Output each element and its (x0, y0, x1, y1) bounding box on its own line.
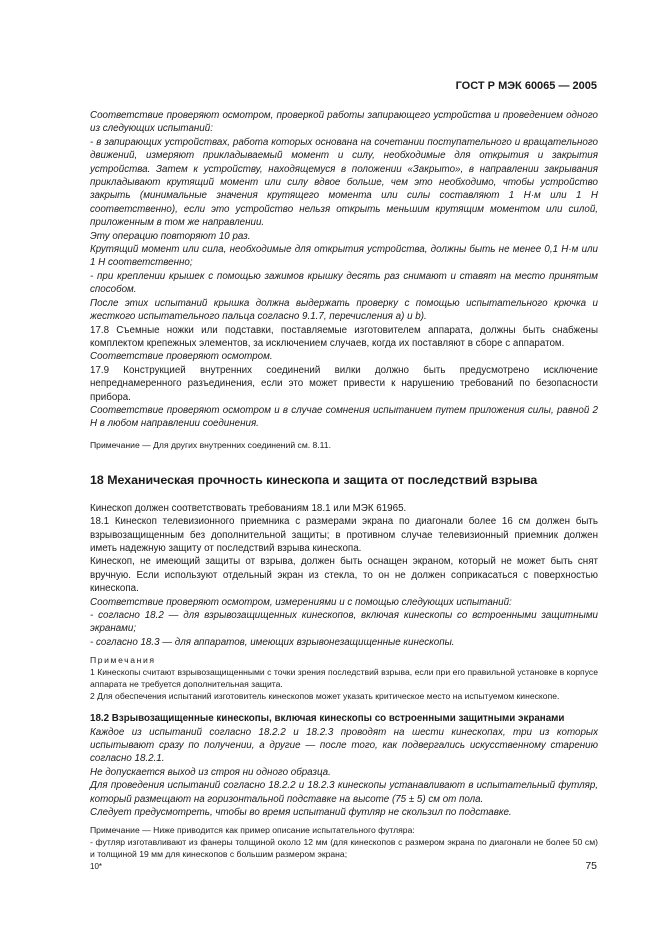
paragraph: Соответствие проверяют осмотром. (90, 351, 273, 363)
paragraph: - согласно 18.2 — для взрывозащищенных кинескопов, включая кинескопы со встроенными защитными экранами; (90, 610, 598, 635)
note: 2 Для обеспечения испытаний изготовитель кинескопов может указать критическое место на испытуемом кинескопе. (90, 691, 560, 702)
paragraph: Каждое из испытаний согласно 18.2.2 и 18.2.3 проводят на шести кинескопах, три из которых испытывают сразу по получении, а другие — после того, как подвергались искусственному старению согласно 18.2.1. (90, 726, 598, 765)
paragraph: Для проведения испытаний согласно 18.2.2 и 18.2.3 кинескопы устанавливают в испытательный футляр, который размещают на горизонтальной подставке на высоте (75 ± 5) см от пола. (90, 780, 598, 805)
paragraph: Соответствие проверяют осмотром, измерениями и с помощью следующих испытаний: (90, 596, 512, 608)
paragraph: 17.8 Съемные ножки или подставки, поставляемые изготовителем аппарата, должны быть снабжены комплектом крепежных элементов, за исключением случаев, когда их поставляют в сборе с аппаратом. (90, 324, 598, 349)
standard-header: ГОСТ Р МЭК 60065 — 2005 (455, 80, 597, 92)
notes-title: Примечания (90, 655, 156, 666)
paragraph: 17.9 Конструкцией внутренних соединений вилки должно быть предусмотрено исключение непреднамеренного разъединения, если это может привести к нарушению требований по безопасности прибора. (90, 364, 598, 403)
document-body (90, 109, 598, 860)
footer-mark: 10* (90, 862, 103, 871)
paragraph: 18.1 Кинескоп телевизионного приемника с размерами экрана по диагонали более 16 см должен быть взрывозащищенным без дополнительной защиты; в противном случае телевизионный приемник должен иметь надежную защиту от последствий взрыва кинескопа. (90, 516, 598, 554)
paragraph: - в запирающих устройствах, работа которых основана на сочетании поступательного и вращательного движений, измеряют прикладываемый момент и силу, необходимые для открытия и закрытия устройства. Затем к устройству, находящемуся в положении «Закрыто», в направлении закрывания прикладывают крутящий момент или силу вдвое больше, чем это необходимо, чтобы устройство закрыть (минимальные значения крутящего момента или силы составляют 1 Н·м или 1 Н соответственно), если это устройство нельзя открыть меньшим крутящим моментом или силой, приложенным в том же направлении. (90, 136, 598, 229)
section-heading: 18 Механическая прочность кинескопа и защита от последствий взрыва (90, 472, 538, 487)
paragraph: Крутящий момент или сила, необходимые для открытия устройства, должны быть не менее 0,1 Н·м или 1 Н соответственно; (90, 244, 598, 269)
paragraph: - при креплении крышек с помощью зажимов крышку десять раз снимают и ставят на место принятым способом. (90, 270, 598, 296)
paragraph: Не допускается выход из строя ни одного образца. (90, 766, 331, 778)
paragraph: Соответствие проверяют осмотром и в случае сомнения испытанием путем приложения силы, равной 2 Н в любом направлении соединения. (90, 404, 598, 430)
paragraph: - согласно 18.3 — для аппаратов, имеющих взрывонезащищенные кинескопы. (90, 636, 455, 648)
subsection-heading: 18.2 Взрывозащищенные кинескопы, включая кинескопы со встроенными защитными экранами (90, 713, 565, 725)
paragraph: Соответствие проверяют осмотром, проверкой работы запирающего устройства и проведением одного из следующих испытаний: (90, 110, 598, 135)
paragraph: После этих испытаний крышка должна выдержать проверку с помощью испытательного крючка и жесткого испытательного пальца согласно 9.1.7, перечисления a) и b). (90, 297, 598, 323)
page-number: 75 (585, 860, 597, 872)
paragraph: Эту операцию повторяют 10 раз. (90, 230, 251, 242)
paragraph: Кинескоп должен соответствовать требованиям 18.1 или МЭК 61965. (90, 502, 407, 514)
paragraph: Следует предусмотреть, чтобы во время испытаний футляр не скользил по подставке. (90, 807, 512, 819)
note: Примечание — Для других внутренних соединений см. 8.11. (90, 439, 331, 450)
note: 1 Кинескопы считают взрывозащищенными с точки зрения последствий взрыва, если при его правильной установке в корпусе аппарата не требуется дополнительная защита. (90, 667, 598, 690)
note: - футляр изготавливают из фанеры толщиной около 12 мм (для кинескопов с размером экрана по диагонали не более 50 см) и толщиной 19 мм для кинескопов с большим размером экрана; (90, 837, 598, 860)
note: Примечание — Ниже приводится как пример описание испытательного футляра: (90, 825, 415, 836)
paragraph: Кинескоп, не имеющий защиты от взрыва, должен быть оснащен экраном, который не может быть снят вручную. Если используют отдельный экран из стекла, то он не должен соприкасаться с поверхностью кинескопа. (90, 556, 598, 595)
